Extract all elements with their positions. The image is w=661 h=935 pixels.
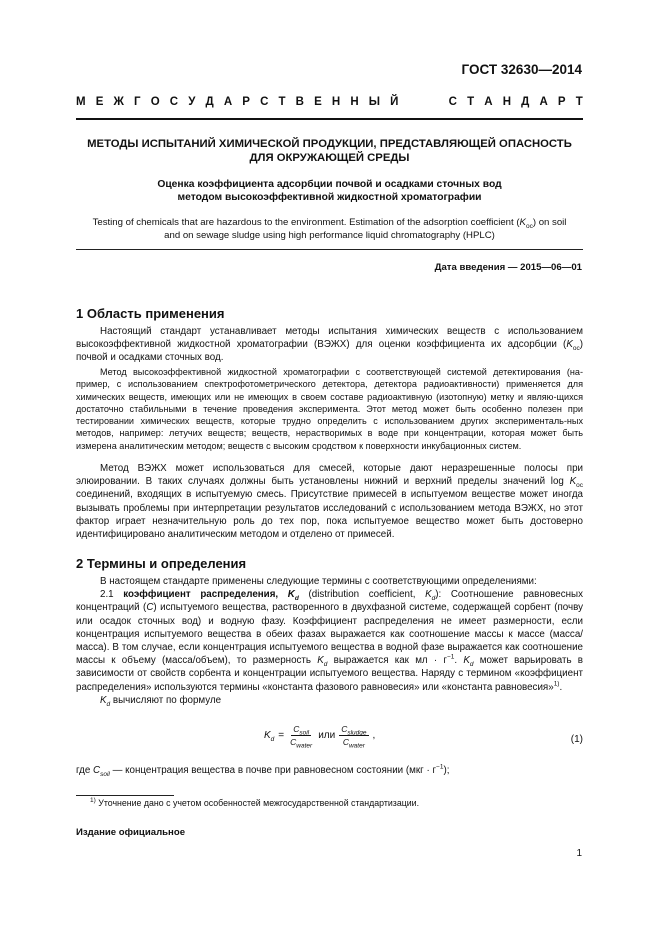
banner-letter: У xyxy=(188,96,196,108)
section-2-para-1: В настоящем стандарте применены следующие термины с соответствующими определениями: xyxy=(100,576,537,587)
f2n-sub: sludge xyxy=(347,729,367,737)
introduction-date: Дата введения — 2015—06—01 xyxy=(434,262,582,273)
title-line-1: МЕТОДЫ ИСПЫТАНИЙ ХИМИЧЕСКОЙ ПРОДУКЦИИ, ПРЕДСТАВЛЯЮЩЕЙ ОПАСНОСТЬ xyxy=(87,138,572,150)
banner-letter: М xyxy=(76,96,86,108)
header-rule xyxy=(76,118,583,120)
where-sup: −1 xyxy=(436,763,444,771)
term-rest-1: ) испытуемого вещества, растворенного в двухфазной системе, содержащей сорбент (почву или осадок сточных вод) и водную фазу. Коэффициент распределения не имеет размерности, если концентрация испытуемого вещества в обеих фазах выражается как соотношение массы к массе (масса/масса). В том случае, если концентрация испытуемого вещества в водной фазе выражается как соотношение массы к объему (масса/объем), то размерность xyxy=(76,602,583,667)
kd-rest: вычисляют по формуле xyxy=(110,694,222,706)
banner-letter: Д xyxy=(521,96,530,108)
fraction-sludge xyxy=(339,724,368,750)
footnote-rule xyxy=(76,795,174,796)
page-number: 1 xyxy=(576,848,582,859)
banner-letter: Ж xyxy=(113,96,124,108)
banner-letter: Н xyxy=(331,96,341,108)
english-title-line-1 xyxy=(76,216,583,229)
document-title xyxy=(76,137,583,165)
banner-letter: А xyxy=(539,96,548,108)
s1p3-b: соединений, входящих в испытуемую смесь. Присутствие примесей в испытуемом веществе может иногда вызывать проблемы при интерпретации результатов исследований с использованием метода ВЭЖХ, но этот фактор играет незначительную роль до тех пор, пока испытуемое вещество может быть достоверно идентифицировано аналитическим методом и отделено от примесей. xyxy=(76,489,583,541)
term-k3: K xyxy=(463,655,470,667)
en-text-b: ) on soil xyxy=(532,217,567,228)
banner-letter: Т xyxy=(575,96,583,108)
term-k-sub: d xyxy=(294,595,299,603)
kd-k: K xyxy=(100,694,107,706)
term-k2: K xyxy=(317,655,324,667)
term-en-k: K xyxy=(425,589,432,601)
term-k: K xyxy=(287,589,295,601)
f1n: C xyxy=(293,724,300,734)
footnote-text: Уточнение дано с учетом особенностей межгосударственной стандартизации. xyxy=(95,798,420,808)
term-2-1 xyxy=(76,588,583,694)
fraction-soil-num xyxy=(291,724,311,736)
f2n: C xyxy=(341,724,348,734)
f2d-sub: water xyxy=(348,742,365,750)
en-k-sub: oc xyxy=(525,222,533,230)
term-c: C xyxy=(146,602,154,614)
subtitle-line-1: Оценка коэффициента адсорбции почвой и осадками сточных вод xyxy=(157,179,502,190)
banner-letter: Т xyxy=(278,96,286,108)
formula-lhs-k: K xyxy=(264,730,271,741)
term-rest-3: . xyxy=(454,655,464,667)
f1n-sub: soil xyxy=(299,729,310,737)
section-1-para-3 xyxy=(76,462,583,541)
term-en-sub: d xyxy=(431,595,436,603)
formula-1 xyxy=(76,722,583,758)
section-1-text xyxy=(76,325,583,365)
document-subtitle xyxy=(76,178,583,204)
footnote-mark: 1) xyxy=(90,797,96,805)
where-line xyxy=(76,764,583,777)
english-title xyxy=(76,216,583,242)
where-end: ); xyxy=(443,765,450,776)
f1d: C xyxy=(290,737,297,747)
formula-tail: , xyxy=(372,730,376,741)
kd-formula-intro xyxy=(76,694,583,707)
banner-letter: Т xyxy=(467,96,475,108)
formula-lhs-sub: d xyxy=(270,736,275,743)
s1p1-a: Настоящий стандарт устанавливает методы испытания химических веществ с использованием высокоэффективной жидкостной хроматографии (ВЭЖХ) для оценки коэффициента их адсорбции ( xyxy=(76,326,583,351)
fraction-sludge-num xyxy=(339,724,368,736)
section-1-para-1 xyxy=(76,325,583,365)
formula-equals: = xyxy=(278,730,285,741)
banner-letter: Н xyxy=(502,96,512,108)
formula-body xyxy=(264,724,376,750)
s1p1-b: ) почвой и осадками сточных вод. xyxy=(76,339,583,364)
term-sup-1: −1 xyxy=(446,653,455,661)
where-c: C xyxy=(93,765,101,776)
standard-number: ГОСТ 32630—2014 xyxy=(461,62,582,77)
formula-lhs xyxy=(264,730,274,741)
section-1-heading: 1 Область применения xyxy=(76,306,225,321)
f1d-sub: water xyxy=(296,742,313,750)
term-rest-2: выражается как мл · г xyxy=(327,655,447,667)
banner-letter: С xyxy=(448,96,457,108)
footnote-ref[interactable]: 1) xyxy=(553,680,560,688)
banner-letter: Г xyxy=(134,96,141,108)
section-1-para-2 xyxy=(76,366,583,452)
section-2-text xyxy=(76,575,583,707)
banner-gap xyxy=(409,96,439,108)
banner-letter: В xyxy=(295,96,304,108)
s1p1-k: K xyxy=(566,339,573,351)
section-1-para-2-text: Метод высокоэффективной жидкостной хроматографии с соответствующей системой детектирования (на-пример, с использованием спектрофотометрического детектора, детектора радиоактивности) применяется для химических веществ, имеющих или не имеющих в своем составе радиоактивную (изотопную) метку и являю-щихся достаточно стабильными в течение проведения эксперимента. Этот метод может быть особенно полезен при тестировании химических веществ, которые трудно определить с использованием других эксперименталь-ных методов, например: летучих веществ; веществ, нерастворимых в воде при концентрации, которая может быть измерена аналитическим методом; веществ с высоким сродством к поверхности инкубационных систем. xyxy=(76,367,583,451)
title-line-2: ДЛЯ ОКРУЖАЮЩЕЙ СРЕДЫ xyxy=(249,152,410,164)
fraction-soil xyxy=(288,724,314,750)
banner-letter: Ы xyxy=(368,96,381,108)
banner-letter: Д xyxy=(205,96,214,108)
en-text-a: Testing of chemicals that are hazardous to the environment. Estimation of the adsorption coefficient ( xyxy=(92,217,520,228)
formula-or: или xyxy=(318,730,336,741)
banner-letter: А xyxy=(484,96,493,108)
banner-letter: Е xyxy=(314,96,322,108)
where-prefix: где xyxy=(76,765,94,776)
s1p3-a: Метод ВЭЖХ может использоваться для смесей, которые дают неразрешенные полосы при элюировании. В таких случаях должны быть установлены нижний и верхний пределы значений log xyxy=(76,463,583,488)
fraction-sludge-den xyxy=(341,736,367,750)
banner-letter: Р xyxy=(557,96,566,108)
official-edition: Издание официальное xyxy=(76,827,186,838)
where-c-sub: soil xyxy=(100,770,110,778)
banner-letter: О xyxy=(150,96,160,108)
s1p1-sub: oc xyxy=(572,345,580,353)
term-number: 2.1 xyxy=(100,589,124,601)
term-k3-sub: d xyxy=(469,661,474,669)
subtitle-line-2: методом высокоэффективной жидкостной хроматографии xyxy=(177,192,482,203)
banner-letter: Е xyxy=(95,96,104,108)
term-en-a: (distribution coefficient, xyxy=(298,589,426,601)
term-en-b: ): Соотношение равновесных концентраций ( xyxy=(76,589,583,614)
term-rest-5: . xyxy=(559,681,563,693)
en-k: K xyxy=(519,217,526,228)
term-name: коэффициент распределения, xyxy=(123,589,288,601)
formula-number: (1) xyxy=(570,734,583,745)
section-1-para-3-text xyxy=(76,462,583,541)
s1p3-sub: oc xyxy=(576,482,583,490)
term-rest-4: может варьировать в зависимости от свойств сорбента и концентрации испытуемого вещества. Наряду с термином «коэффициент распределения» используются термины «константа фазового равновесия» или «константа равновесия» xyxy=(76,655,583,693)
where-rest: — концентрация вещества в почве при равновесном состоянии (мкг · г xyxy=(109,765,437,776)
banner-letter: А xyxy=(223,96,233,108)
banner-letter: Й xyxy=(390,96,399,108)
banner-letter: С xyxy=(169,96,179,108)
banner-letter: С xyxy=(260,96,269,108)
title-rule xyxy=(76,249,583,250)
f2d: C xyxy=(342,737,349,747)
section-2-heading: 2 Термины и определения xyxy=(76,556,247,571)
s1p3-k: K xyxy=(569,476,577,488)
fraction-soil-den xyxy=(288,736,314,750)
footnote xyxy=(90,798,419,808)
banner-letter: Р xyxy=(242,96,250,108)
interstate-standard-banner xyxy=(76,96,583,108)
banner-letter: Н xyxy=(350,96,359,108)
english-title-line-2: and on sewage sludge using high performance liquid chromatography (HPLC) xyxy=(164,230,495,241)
term-k2-sub: d xyxy=(323,661,328,669)
kd-sub: d xyxy=(106,700,111,708)
